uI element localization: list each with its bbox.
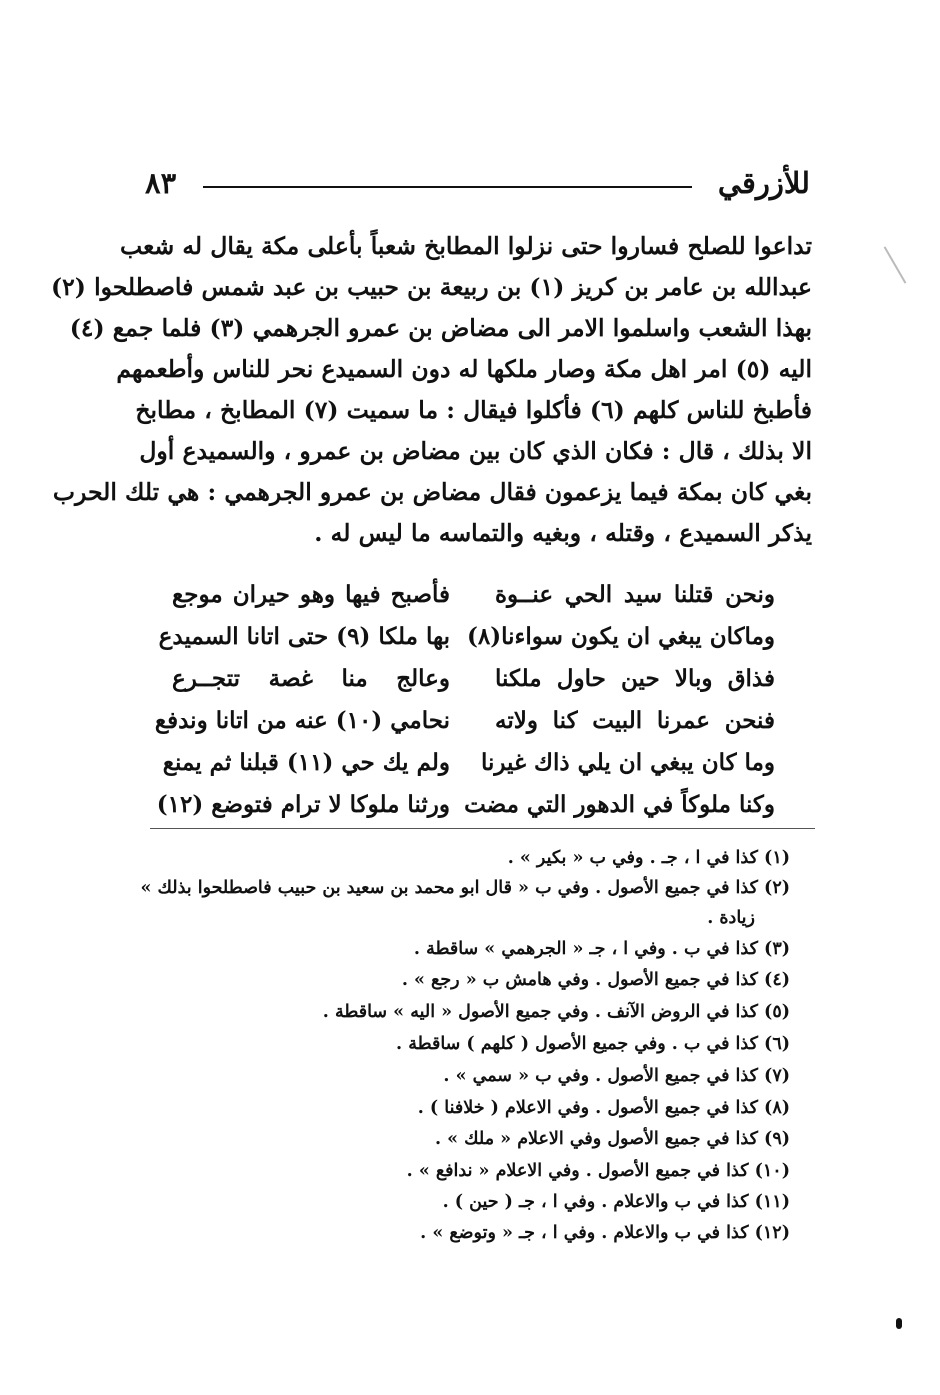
footnote: (١٢) كذا في ب والاعلام . وفي ا ، جـ « وتوضع » . — [420, 1223, 790, 1243]
page-number: ٨٣ — [145, 166, 177, 200]
footnote-continuation: زيادة . — [707, 908, 755, 928]
body-line: يذكر السميدع ، وقتله ، وبغيه والتماسه ما ليس له . — [314, 519, 812, 547]
footnote-rule — [150, 828, 815, 829]
poem-verse-first: وماكان يبغي ان يكون سواءنا(٨) — [467, 623, 775, 650]
footnote: (١١) كذا في ب والاعلام . وفي ا ، جـ ( حين ) . — [442, 1192, 790, 1212]
poem-verse-first: ونحن قتلنا سيد الحي عنــوة — [495, 581, 775, 608]
running-title: للأزرقي — [717, 166, 810, 200]
body-line: بغي كان بمكة فيما يزعمون فقال مضاض بن عمرو الجرهمي : هي تلك الحرب — [52, 478, 812, 506]
footnote: (٦) كذا في ب . وفي جميع الأصول ( كلهم ) ساقطة . — [396, 1034, 790, 1054]
poem-verse-second: وعالج منا غصة تتجــرع — [172, 665, 450, 692]
footnote: (٨) كذا في جميع الأصول . وفي الاعلام ( خلافنا ) . — [417, 1098, 790, 1118]
body-line: الا بذلك ، قال : فكان الذي كان بين مضاض بن عمرو ، والسميدع أول — [139, 437, 812, 465]
poem-verse-second: ورثنا ملوكا لا ترام فتوضع (١٢) — [156, 791, 450, 818]
poem-verse-first: فنحن عمرنا البيت كنا ولاته — [495, 707, 775, 734]
footnote: (٢) كذا في جميع الأصول . وفي ب « قال ابو محمد بن سعيد بن حبيب فاصطلحوا بذلك » — [140, 878, 790, 898]
poem-verse-second: بها ملكا (٩) حتى اتانا السميدع — [158, 623, 450, 650]
footnote: (١) كذا في ا ، جـ . وفي ب « بكير » . — [507, 848, 790, 868]
footnote: (٤) كذا في جميع الأصول . وفي هامش ب « رجع » . — [401, 970, 790, 990]
body-line: اليه (٥) امر اهل مكة وصار ملكها له دون السميدع نحر للناس وأطعمهم — [116, 355, 812, 383]
poem-verse-first: وكنا ملوكاً في الدهور التي مضت — [464, 791, 775, 818]
footnote: (٩) كذا في جميع الأصول وفي الاعلام « ملك » . — [434, 1129, 790, 1149]
margin-tick — [884, 246, 907, 283]
poem-verse-second: نحامي (١٠) عنه من اتانا وندفع — [154, 707, 450, 734]
footnote: (١٠) كذا في جميع الأصول . وفي الاعلام « ندافع » . — [406, 1161, 790, 1181]
ink-mark — [896, 1318, 902, 1329]
body-line: بهذا الشعب واسلموا الامر الى مضاض بن عمرو الجرهمي (٣) فلما جمع (٤) — [69, 314, 812, 342]
poem-verse-second: ولم يك حي (١١) قبلنا ثم يمنع — [162, 749, 450, 776]
poem-verse-first: وما كان يبغي ان يلي ذاك غيرنا — [480, 749, 775, 776]
poem-verse-second: فأصبح فيها وهو حيران موجع — [172, 581, 450, 608]
footnote: (٣) كذا في ب . وفي ا ، جـ « الجرهمي » ساقطة . — [413, 939, 790, 959]
footnote: (٥) كذا في الروض الآنف . وفي جميع الأصول « اليه » ساقطة . — [322, 1002, 790, 1022]
body-line: عبدالله بن عامر بن كريز (١) بن ربيعة بن حبيب بن عبد شمس فاصطلحوا (٢) — [51, 273, 812, 301]
poem-verse-first: فذاق وبالا حين حاول ملكنا — [495, 665, 775, 692]
running-head — [145, 166, 810, 206]
body-line: تداعوا للصلح فساروا حتى نزلوا المطابخ شعباً بأعلى مكة يقال له شعب — [120, 232, 812, 260]
header-rule — [203, 186, 692, 188]
body-line: فأطبخ للناس كلهم (٦) فأكلوا فيقال : ما سميت (٧) المطابخ ، مطابخ — [135, 396, 812, 424]
footnote: (٧) كذا في جميع الأصول . وفي ب « سمي » . — [443, 1066, 790, 1086]
